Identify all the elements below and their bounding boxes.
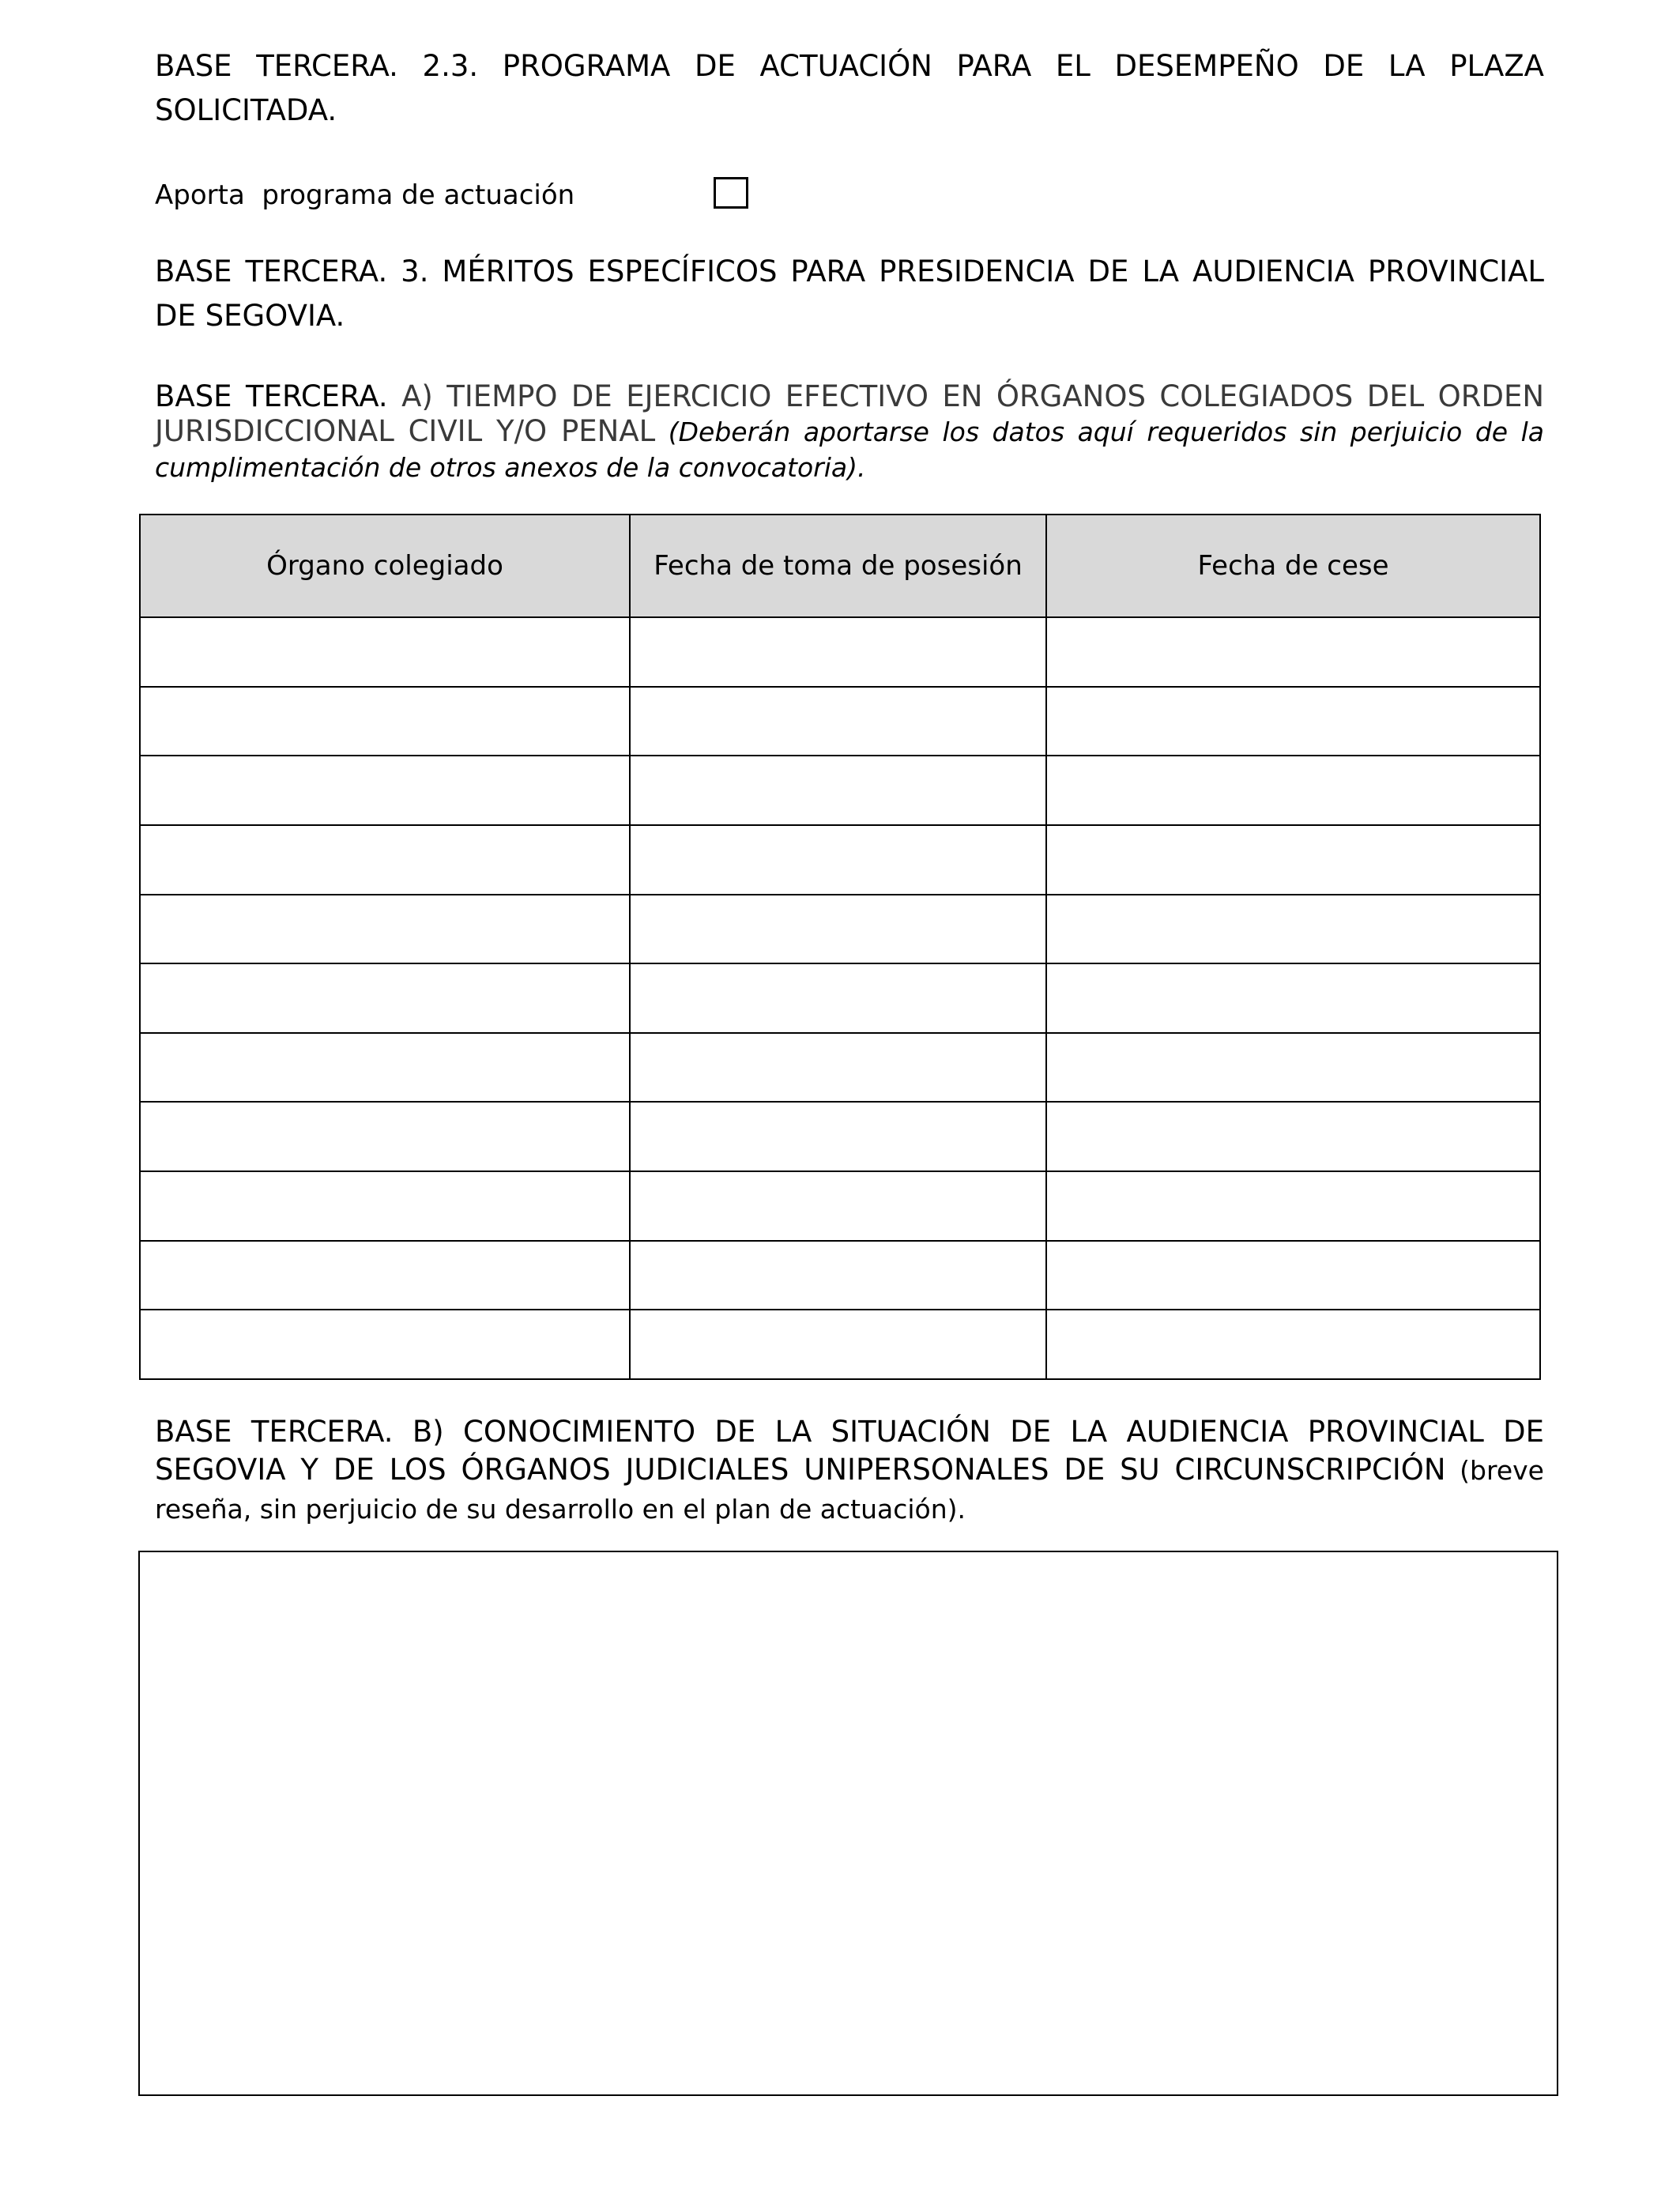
cell-fecha-cese[interactable] [1046,895,1540,964]
table-row [140,617,1540,687]
aporta-programa-row [155,175,866,215]
table-row [140,1171,1540,1241]
table-row [140,825,1540,895]
table-row [140,1102,1540,1171]
table-row [140,756,1540,825]
cell-fecha-posesion[interactable] [630,1310,1046,1379]
column-header-fecha-posesion: Fecha de toma de posesión [630,515,1046,617]
table-row [140,1241,1540,1310]
cell-organo[interactable] [140,963,630,1033]
aporta-programa-label: Aporta programa de actuación [155,179,575,211]
cell-fecha-cese[interactable] [1046,825,1540,895]
cell-fecha-cese[interactable] [1046,617,1540,687]
cell-organo[interactable] [140,825,630,895]
section-b-heading [155,1413,1544,1529]
section-a-title: A) TIEMPO DE EJERCICIO EFECTIVO EN ÓRGANOS COLEGIADOS DEL ORDEN JURISDICCIONAL CIVIL Y/O PENAL [155,379,1544,448]
table-body [140,617,1540,1379]
cell-organo[interactable] [140,1102,630,1171]
cell-fecha-posesion[interactable] [630,895,1046,964]
cell-fecha-cese[interactable] [1046,1033,1540,1103]
cell-fecha-cese[interactable] [1046,687,1540,756]
organos-colegiados-table [139,514,1541,1380]
cell-fecha-cese[interactable] [1046,1171,1540,1241]
section-a-note: (Deberán aportarse los datos aquí requeridos sin perjuicio de la cumplimentación de otros anexos de la convocatoria). [155,417,1544,483]
cell-fecha-posesion[interactable] [630,756,1046,825]
cell-fecha-posesion[interactable] [630,687,1046,756]
cell-organo[interactable] [140,895,630,964]
cell-fecha-cese[interactable] [1046,1102,1540,1171]
cell-fecha-posesion[interactable] [630,617,1046,687]
table-header-row [140,515,1540,617]
column-header-fecha-cese: Fecha de cese [1046,515,1540,617]
section-a-prefix: BASE TERCERA. [155,379,388,413]
cell-organo[interactable] [140,1241,630,1310]
table-row [140,895,1540,964]
cell-organo[interactable] [140,617,630,687]
cell-fecha-posesion[interactable] [630,825,1046,895]
cell-organo[interactable] [140,1033,630,1103]
column-header-organo: Órgano colegiado [140,515,630,617]
cell-fecha-posesion[interactable] [630,1033,1046,1103]
table-row [140,687,1540,756]
cell-fecha-cese[interactable] [1046,756,1540,825]
cell-organo[interactable] [140,756,630,825]
cell-organo[interactable] [140,687,630,756]
aporta-programa-checkbox[interactable] [714,177,748,209]
table-row [140,1033,1540,1103]
table-row [140,963,1540,1033]
table-row [140,1310,1540,1379]
cell-fecha-cese[interactable] [1046,1241,1540,1310]
section-2-3-heading: BASE TERCERA. 2.3. PROGRAMA DE ACTUACIÓN PARA EL DESEMPEÑO DE LA PLAZA SOLICITADA. [155,49,1544,127]
section-3-heading: BASE TERCERA. 3. MÉRITOS ESPECÍFICOS PARA PRESIDENCIA DE LA AUDIENCIA PROVINCIAL DE SEGOVIA. [155,254,1544,333]
cell-fecha-posesion[interactable] [630,1102,1046,1171]
cell-fecha-cese[interactable] [1046,963,1540,1033]
cell-organo[interactable] [140,1310,630,1379]
cell-fecha-posesion[interactable] [630,963,1046,1033]
cell-organo[interactable] [140,1171,630,1241]
cell-fecha-posesion[interactable] [630,1171,1046,1241]
section-b-note: (breve reseña, sin perjuicio de su desarrollo en el plan de actuación). [155,1455,1544,1525]
circunscripcion-resena-box[interactable] [138,1551,1558,2096]
cell-fecha-cese[interactable] [1046,1310,1540,1379]
section-b-title: BASE TERCERA. B) CONOCIMIENTO DE LA SITUACIÓN DE LA AUDIENCIA PROVINCIAL DE SEGOVIA Y DE LOS ÓRGANOS JUDICIALES UNIPERSONALES DE SU CIRCUNSCRIPCIÓN [155,1415,1544,1487]
cell-fecha-posesion[interactable] [630,1241,1046,1310]
section-a-heading [155,379,1544,485]
